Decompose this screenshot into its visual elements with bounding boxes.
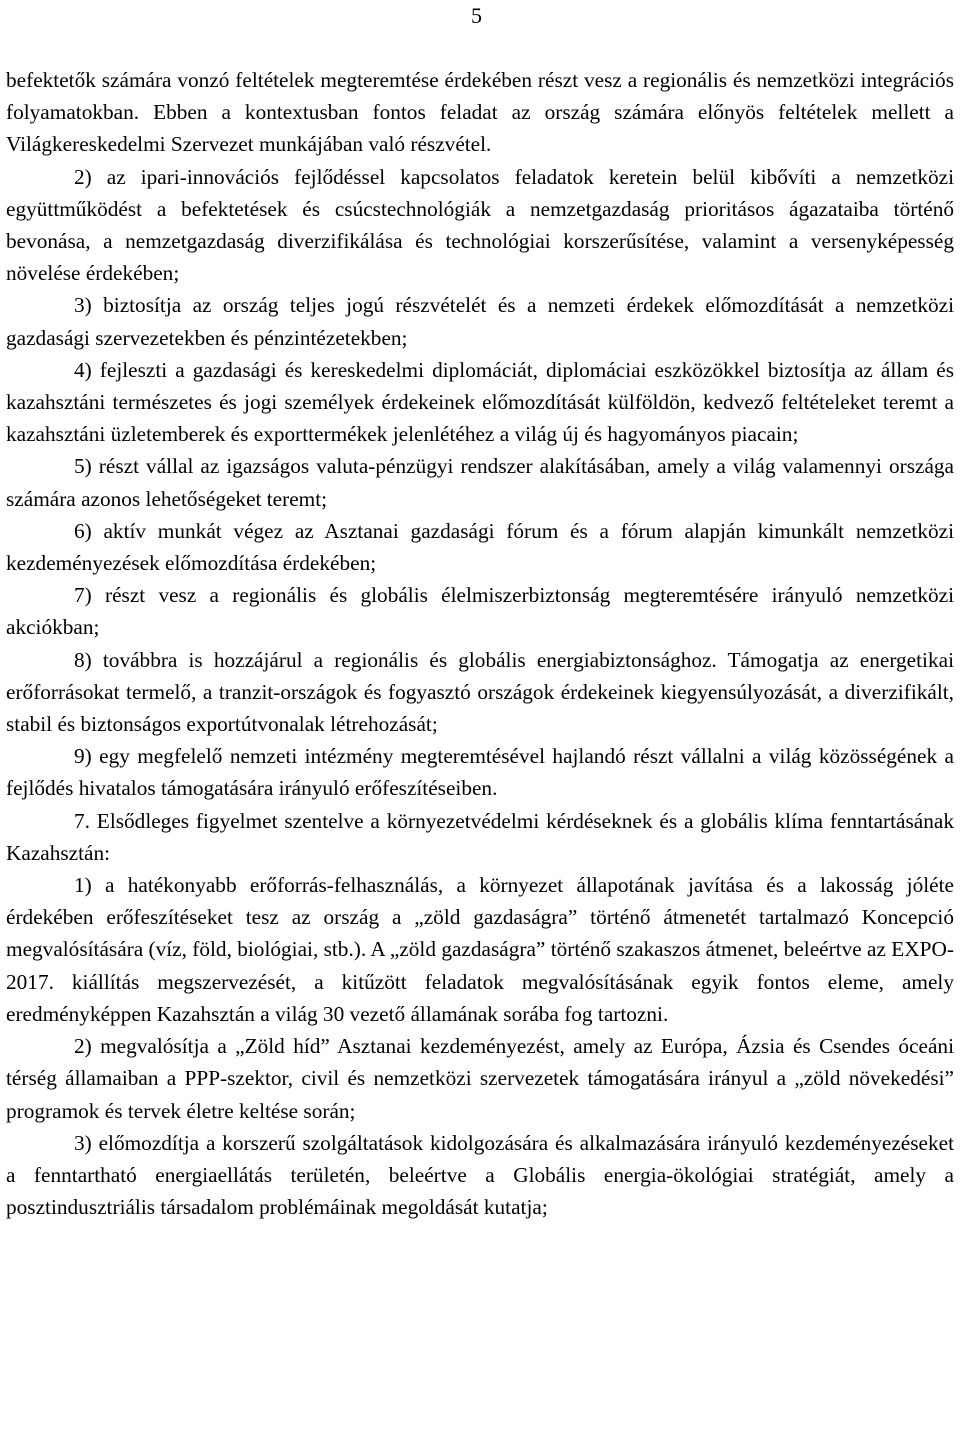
- paragraph: befektetők számára vonzó feltételek megteremtése érdekében részt vesz a regionális és nemzetközi integrációs folyamatokban. Ebben a kontextusban fontos feladat az ország számára előnyös feltételek mellett a Világkereskedelmi Szervezet munkájában való részvétel.: [6, 68, 954, 157]
- paragraph: 4) fejleszti a gazdasági és kereskedelmi diplomáciát, diplomáciai eszközökkel biztosítja az állam és kazahsztáni természetes és jogi személyek érdekeinek előmozdítását külföldön, kedvező feltételeket teremt a kazahsztáni üzletemberek és exporttermékek jelenlétéhez a világ új és hagyományos piacain;: [6, 357, 954, 447]
- paragraph: 2) az ipari-innovációs fejlődéssel kapcsolatos feladatok keretein belül kibővíti a nemzetközi együttműködést a befektetések és csúcstechnológiák a nemzetgazdaság prioritásos ágazataiba történő bevonása, a nemzetgazdaság diverzifikálása és technológiai korszerűsítése, valamint a versenyképesség növelése érdekében;: [6, 164, 954, 286]
- paragraph: 9) egy megfelelő nemzeti intézmény megteremtésével hajlandó részt vállalni a világ közösségének a fejlődés hivatalos támogatására irányuló erőfeszítéseiben.: [6, 744, 954, 801]
- paragraph: 8) továbbra is hozzájárul a regionális és globális energiabiztonsághoz. Támogatja az energetikai erőforrásokat termelő, a tranzit-országok és fogyasztó országok érdekeinek kiegyensúlyozását, a diverzifikált, stabil és biztonságos exportútvonalak létrehozását;: [6, 647, 954, 737]
- paragraph: 1) a hatékonyabb erőforrás-felhasználás, a környezet állapotának javítása és a lakosság jóléte érdekében erőfeszítéseket tesz az ország a „zöld gazdaságra” történő átmenetét tartalmazó Koncepció megvalósítására (víz, föld, biológiai, stb.). A „zöld gazdaságra” történő szakaszos átmenet, beleértve az EXPO-2017. kiállítás megszervezését, a kitűzött feladatok megvalósításának egyik fontos eleme, amely eredményképpen Kazahsztán a világ 30 vezető államának sorába fog tartozni.: [6, 873, 954, 1026]
- page-number: 5: [471, 3, 482, 28]
- paragraph: 2) megvalósítja a „Zöld híd” Asztanai kezdeményezést, amely az Európa, Ázsia és Csendes óceáni térség államaiban a PPP-szektor, civil és nemzetközi szervezetek támogatására irányul a „zöld növekedési” programok és tervek életre keltése során;: [6, 1034, 954, 1123]
- paragraph: 7) részt vesz a regionális és globális élelmiszerbiztonság megteremtésére irányuló nemzetközi akciókban;: [6, 583, 954, 640]
- paragraph: 5) részt vállal az igazságos valuta-pénzügyi rendszer alakításában, amely a világ valamennyi országa számára azonos lehetőségeket teremt;: [6, 454, 954, 511]
- document-body: [6, 64, 954, 1223]
- paragraph: 6) aktív munkát végez az Asztanai gazdasági fórum és a fórum alapján kimunkált nemzetközi kezdeményezések előmozdítása érdekében;: [6, 518, 954, 576]
- paragraph: 3) előmozdítja a korszerű szolgáltatások kidolgozására és alkalmazására irányuló kezdeményezéseket a fenntartható energiaellátás területén, beleértve a Globális energia-ökológiai stratégiát, amely a posztindusztriális társadalom problémáinak megoldását kutatja;: [6, 1130, 954, 1220]
- paragraph: 7. Elsődleges figyelmet szentelve a környezetvédelmi kérdéseknek és a globális klíma fenntartásának Kazahsztán:: [6, 808, 954, 865]
- paragraph: 3) biztosítja az ország teljes jogú részvételét és a nemzeti érdekek előmozdítását a nemzetközi gazdasági szervezetekben és pénzintézetekben;: [6, 293, 954, 350]
